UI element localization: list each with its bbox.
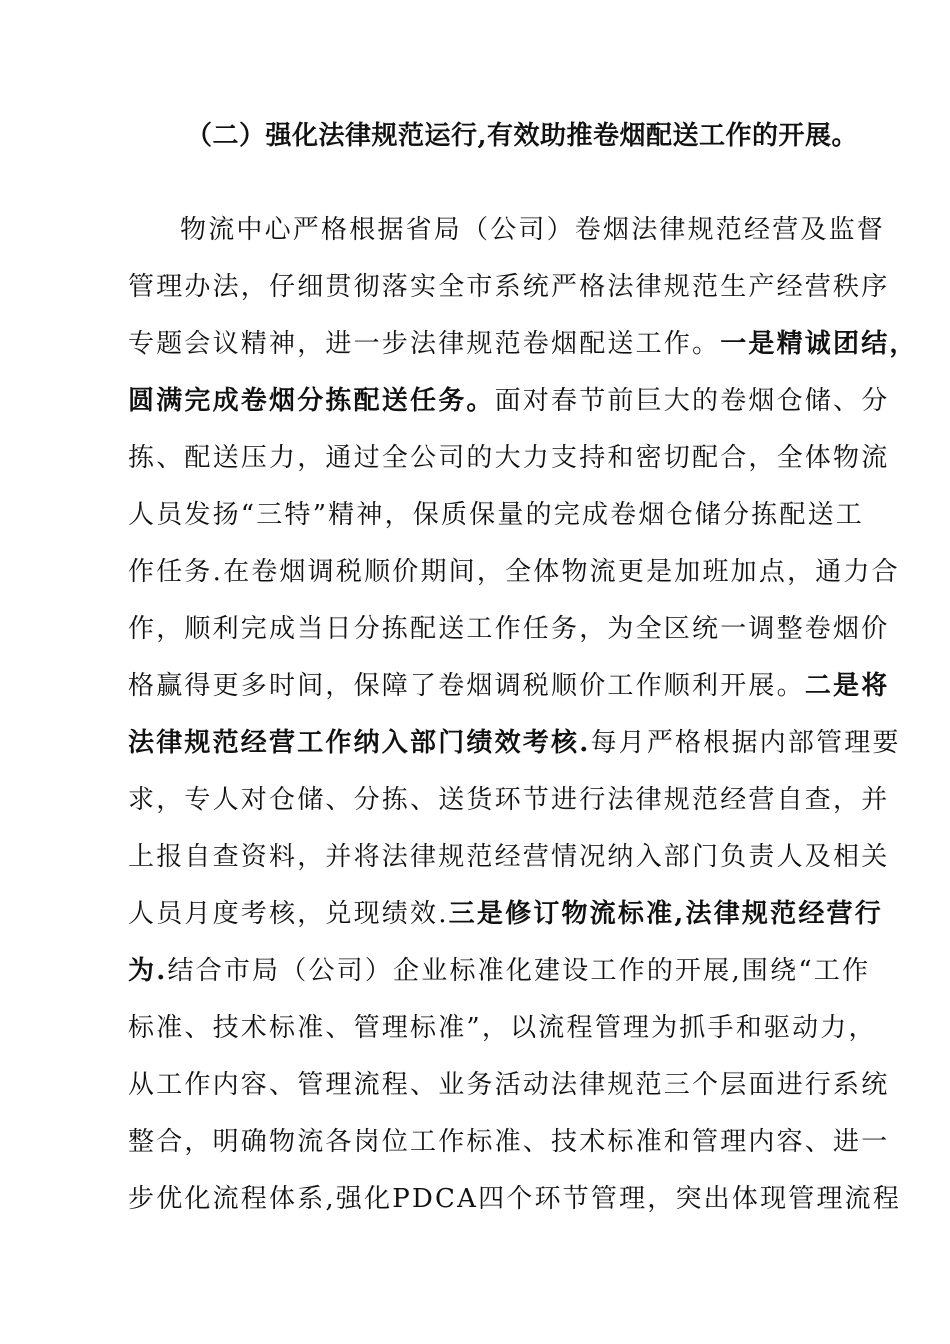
text-segment: 标准、技术标准、管理标准”，以流程管理为抓手和驱动力，	[128, 1013, 877, 1043]
text-line	[128, 210, 886, 267]
text-segment: 上报自查资料，并将法律规范经营情况纳入部门负责人及相关	[128, 842, 890, 872]
text-segment: 拣、配送压力，通过全公司的大力支持和密切配合，全体物流	[128, 443, 890, 473]
bold-text-segment: 一是精诚团结，	[720, 329, 918, 359]
bold-text-segment: 法律规范经营工作纳入部门绩效考核.	[128, 728, 591, 758]
text-line	[128, 438, 890, 495]
text-line	[128, 381, 890, 438]
text-segment: 物流中心严格根据省局（公司）卷烟法律规范经营及监督	[180, 215, 886, 245]
text-line	[128, 1122, 890, 1179]
text-segment: 每月严格根据内部管理要	[590, 728, 901, 758]
text-segment: 人员月度考核，兑现绩效.	[128, 899, 449, 929]
text-line	[128, 666, 890, 723]
text-segment: 人员发扬“三特”精神，保质保量的完成卷烟仓储分拣配送工	[128, 500, 864, 530]
text-segment: 专题会议精神，进一步法律规范卷烟配送工作。	[128, 329, 721, 359]
text-line	[128, 837, 890, 894]
text-line	[128, 267, 890, 324]
text-line	[128, 495, 864, 552]
text-segment: 格赢得更多时间，保障了卷烟调税顺价工作顺利开展。	[128, 671, 805, 701]
text-line	[128, 1179, 902, 1236]
text-segment: 作任务.在卷烟调税顺价期间，全体物流更是加班加点，通力合	[128, 557, 900, 587]
text-line	[128, 894, 883, 951]
section-heading: （二）强化法律规范运行,有效助推卷烟配送工作的开展。	[186, 121, 859, 151]
text-line	[128, 723, 901, 780]
text-line	[128, 780, 890, 837]
text-line	[128, 324, 918, 381]
text-segment: 从工作内容、管理流程、业务活动法律规范三个层面进行系统	[128, 1070, 890, 1100]
bold-text-segment: 二是将	[804, 671, 890, 701]
text-segment: 求，专人对仓储、分拣、送货环节进行法律规范经营自查，并	[128, 785, 890, 815]
bold-text-segment: 为.	[128, 956, 168, 986]
text-segment: 作，顺利完成当日分拣配送工作任务，为全区统一调整卷烟价	[128, 614, 890, 644]
text-line	[128, 951, 871, 1008]
text-line	[128, 1008, 877, 1065]
text-segment: 管理办法，仔细贯彻落实全市系统严格法律规范生产经营秩序	[128, 272, 890, 302]
text-segment: 面对春节前巨大的卷烟仓储、分	[494, 386, 890, 416]
text-line	[128, 1065, 890, 1122]
text-segment: 结合市局（公司）企业标准化建设工作的开展,围绕“工作	[167, 956, 871, 986]
text-line	[128, 552, 900, 609]
body-paragraph	[128, 210, 918, 1236]
bold-text-segment: 三是修订物流标准,法律规范经营行	[448, 899, 883, 929]
text-segment: 整合，明确物流各岗位工作标准、技术标准和管理内容、进一	[128, 1127, 890, 1157]
bold-text-segment: 圆满完成卷烟分拣配送任务。	[128, 386, 495, 416]
text-segment: 步优化流程体系,强化PDCA四个环节管理，突出体现管理流程	[128, 1184, 902, 1214]
text-line	[128, 609, 890, 666]
